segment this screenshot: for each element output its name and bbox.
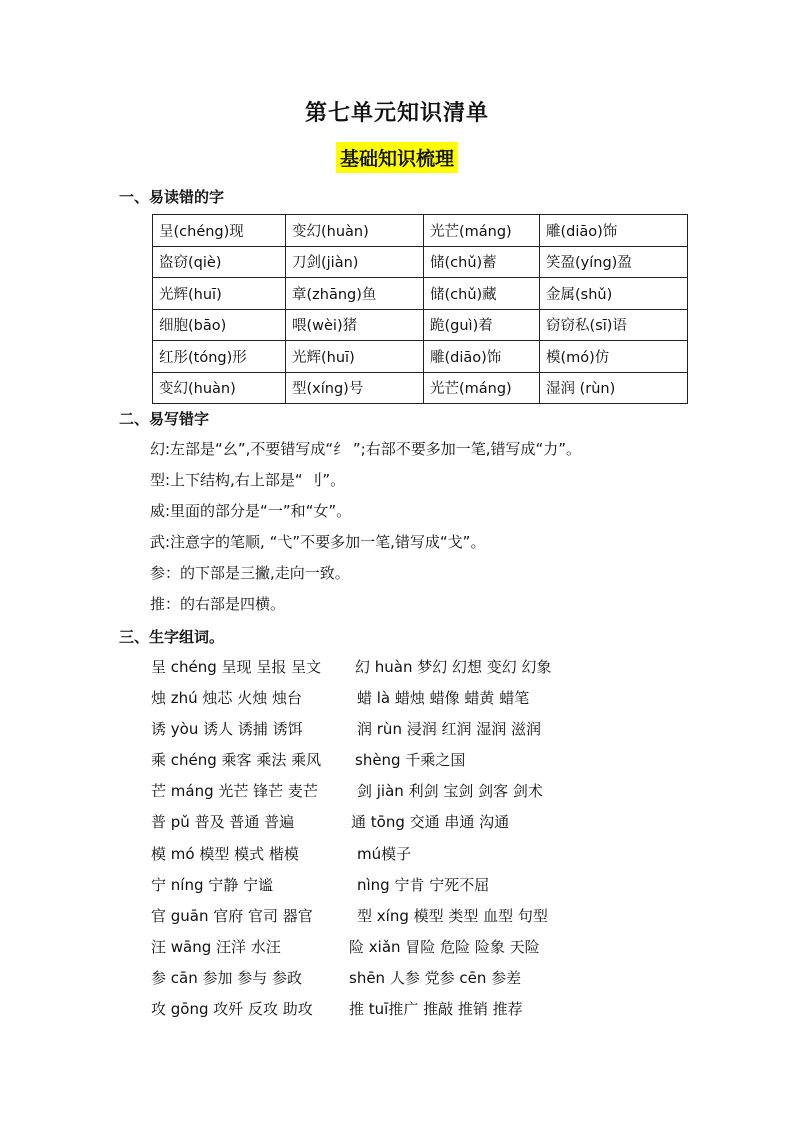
- table-cell: 变幻(huàn): [153, 372, 286, 404]
- subtitle-highlighted: 基础知识梳理: [336, 142, 458, 173]
- page-title: 第七单元知识清单: [304, 101, 489, 126]
- note-item: 幻:左部是“幺”,不要错写成“纟 ”;右部不要多加一笔,错写成“力”。: [150, 440, 582, 458]
- table-cell: 章(zhāng)鱼: [286, 278, 424, 310]
- table-row: [153, 341, 688, 373]
- vocab-left: 诱 yòu 诱人 诱捕 诱饵: [151, 720, 303, 739]
- vocab-left: 宁 níng 宁静 宁谧: [151, 875, 274, 894]
- table-cell: 呈(chéng)现: [153, 215, 286, 247]
- note-item: 型:上下结构,右上部是“ 刂”。: [150, 471, 346, 489]
- vocab-right: 剑 jiàn 利剑 宝剑 剑客 剑术: [357, 782, 543, 801]
- table-cell: 窃窃私(sī)语: [540, 309, 688, 341]
- vocab-left: 参 cān 参加 参与 参政: [151, 968, 303, 987]
- table-cell: 光辉(huī): [153, 278, 286, 310]
- table-cell: 喂(wèi)猪: [286, 309, 424, 341]
- vocab-right: nìng 宁肯 宁死不屈: [357, 875, 490, 894]
- table-cell: 光芒(máng): [424, 372, 540, 404]
- table-row: [153, 309, 688, 341]
- vocab-right: 推 tuī推广 推敲 推销 推荐: [349, 1000, 523, 1019]
- table-cell: 盗窃(qiè): [153, 246, 286, 278]
- vocab-left: 攻 gōng 攻歼 反攻 助攻: [151, 1000, 313, 1019]
- table-cell: 模(mó)仿: [540, 341, 688, 373]
- note-item: 参：的下部是三撇,走向一致。: [150, 564, 350, 582]
- table-cell: 雕(diāo)饰: [424, 341, 540, 373]
- table-cell: 笑盈(yíng)盈: [540, 246, 688, 278]
- table-cell: 储(chǔ)蓄: [424, 246, 540, 278]
- vocab-right: 幻 huàn 梦幻 幻想 变幻 幻象: [355, 658, 552, 676]
- table-cell: 细胞(bāo): [153, 309, 286, 341]
- vocab-right: shēn 人参 党参 cēn 参差: [349, 968, 522, 987]
- note-item: 威:里面的部分是“一”和“女”。: [150, 502, 352, 520]
- vocab-left: 模 mó 模型 模式 楷模: [151, 844, 299, 863]
- table-row: [153, 215, 688, 247]
- miswritten-notes-list: [150, 436, 581, 622]
- vocab-left: 汪 wāng 汪洋 水汪: [151, 937, 281, 956]
- misread-characters-table: [152, 214, 688, 404]
- vocab-right: 险 xiǎn 冒险 危险 险象 天险: [349, 937, 540, 956]
- table-row: [153, 278, 688, 310]
- vocab-right: mú模子: [357, 844, 412, 863]
- vocab-left: 烛 zhú 烛芯 火烛 烛台: [151, 689, 302, 708]
- table-cell: 红彤(tóng)形: [153, 341, 286, 373]
- table-cell: 湿润 (rùn): [540, 372, 688, 404]
- note-item: 推：的右部是四横。: [150, 595, 286, 613]
- section-heading-miswritten: 二、易写错字: [119, 410, 210, 428]
- vocab-right: 通 tōng 交通 串通 沟通: [351, 813, 510, 832]
- table-cell: 金属(shǔ): [540, 278, 688, 310]
- vocab-left: 官 guān 官府 官司 器官: [151, 906, 313, 925]
- vocab-right: 型 xíng 模型 类型 血型 句型: [357, 906, 548, 925]
- table-cell: 光芒(máng): [424, 215, 540, 247]
- table-cell: 变幻(huàn): [286, 215, 424, 247]
- table-cell: 刀剑(jiàn): [286, 246, 424, 278]
- vocab-right: 润 rùn 浸润 红润 湿润 滋润: [357, 720, 542, 739]
- table-cell: 光辉(huī): [286, 341, 424, 373]
- table-cell: 雕(diāo)饰: [540, 215, 688, 247]
- table-cell: 跪(guì)着: [424, 309, 540, 341]
- table-row: [153, 372, 688, 404]
- subtitle-container: [0, 142, 794, 173]
- vocab-left: 呈 chéng 呈现 呈报 呈文: [151, 658, 322, 676]
- vocab-right: 蜡 là 蜡烛 蜡像 蜡黄 蜡笔: [357, 689, 530, 708]
- section-heading-word-building: 三、生字组词。: [119, 628, 225, 646]
- table-cell: 储(chǔ)藏: [424, 278, 540, 310]
- table-row: [153, 246, 688, 278]
- vocab-left: 芒 máng 光芒 锋芒 麦芒: [151, 782, 318, 801]
- vocab-left: 普 pǔ 普及 普通 普遍: [151, 813, 295, 832]
- note-item: 武:注意字的笔顺, “弋”不要多加一笔,错写成“戈”。: [150, 533, 486, 551]
- vocab-right: shèng 千乘之国: [355, 751, 466, 770]
- vocab-left: 乘 chéng 乘客 乘法 乘风: [151, 751, 322, 770]
- table-cell: 型(xíng)号: [286, 372, 424, 404]
- section-heading-misread: 一、易读错的字: [119, 188, 225, 206]
